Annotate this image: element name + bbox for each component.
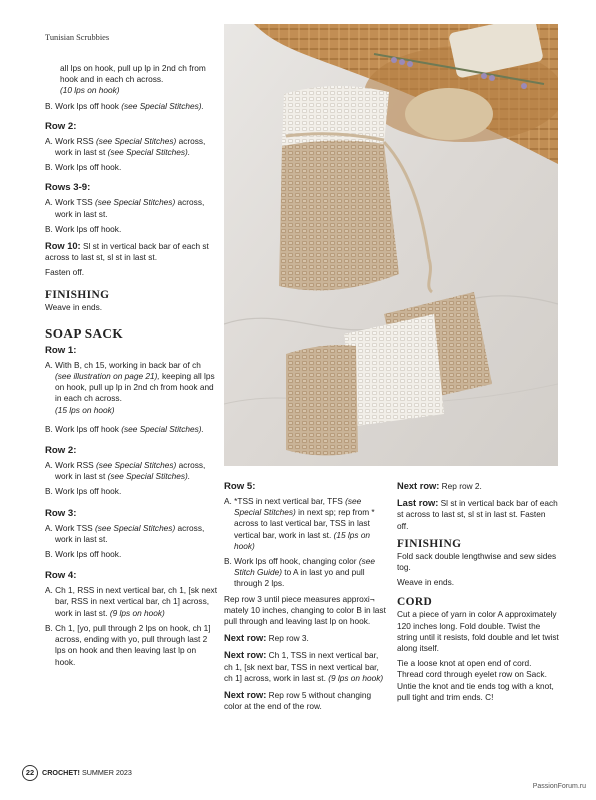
row-heading: Rows 3-9: [45, 182, 91, 194]
text-block: A. *TSS in next vertical bar, TFS (see Special Stitches) in next sp; rep from * across to last vertical bar, TSS in last vertical bar, work in last st. (15 lps on hook) [224, 496, 375, 551]
text-block: A. Work TSS (see Special Stitches) across, work in last st. [45, 522, 205, 544]
text-block: Next row: Rep row 3. [224, 633, 309, 644]
text-block: all lps on hook, pull up lp in 2nd ch from hook and in each ch across. (10 lps on hook) [60, 63, 206, 96]
text-block: A. Work TSS (see Special Stitches) across, work in last st. [45, 197, 205, 219]
text-block: A. Work RSS (see Special Stitches) across, work in last st (see Special Stitches). [45, 135, 206, 158]
text-block: Last row: Sl st in vertical back bar of each st across to last st, sl st in last st. Fasten off. [397, 498, 558, 531]
text-block: B. Ch 1, [yo, pull through 2 lps on hook, ch 1] across, ending with yo, pull through last 2 lps on hook and then leaving last lp on hook. [45, 622, 211, 667]
text-block: B. Work lps off hook. [45, 162, 122, 173]
text-block: Weave in ends. [397, 577, 455, 588]
watermark: PassionForum.ru [532, 783, 586, 790]
page-number: 22 [22, 765, 38, 781]
row-heading: Row 2: [45, 120, 77, 132]
column-1 [45, 63, 217, 668]
section-heading-finishing: FINISHING [45, 288, 110, 301]
text-block: A. With B, ch 15, working in back bar of ch (see illustration on page 21), keeping all lps on hook, pull up lp in 2nd ch from hook and in each ch across. (15 lps on hook) [45, 359, 215, 415]
text-block: Fasten off. [45, 267, 85, 278]
row-heading: Row 2: [45, 445, 77, 457]
text-block: Weave in ends. [45, 301, 103, 312]
text-block: Rep row 3 until piece measures approxi¬ mately 10 inches, changing to color B in last pull through and leaving last lp on hook. [224, 593, 386, 627]
text-block: Next row: Rep row 2. [397, 481, 482, 491]
column-2 [224, 481, 389, 712]
column-3 [397, 481, 559, 703]
text-block: B. Work lps off hook (see Special Stitches). [45, 100, 204, 111]
running-header: Tunisian Scrubbies [45, 33, 110, 42]
text-block: Cut a piece of yarn in color A approximately 120 inches long. Fold double. Twist the string until it resists, fold double and let twist along itself. [397, 609, 559, 654]
text-block: Row 10: Sl st in vertical back bar of each st across to last st, sl st in last st. [45, 241, 209, 263]
text-block: B. Work lps off hook, changing color (see Stitch Guide) to A in last yo and pull through 2 lps. [224, 556, 375, 589]
text-block: Next row: Ch 1, TSS in next vertical bar, ch 1, [sk next bar, TSS in next vertical bar, ch 1] across, work in last st. (9 lps on hook) [224, 650, 384, 683]
row-heading: Row 5: [224, 481, 256, 492]
text-block: B. Work lps off hook. [45, 549, 122, 560]
text-block: A. Ch 1, RSS in next vertical bar, ch 1, [sk next bar, RSS in next vertical bar, ch 1] across, work in last st. (9 lps on hook) [45, 585, 218, 618]
section-heading-soap-sack: SOAP SACK [45, 325, 123, 341]
magazine-name: CROCHET! [42, 768, 80, 777]
issue-label: SUMMER 2023 [81, 768, 132, 777]
text-block: B. Work lps off hook. [45, 486, 122, 497]
text-block: A. Work RSS (see Special Stitches) across, work in last st (see Special Stitches). [45, 460, 206, 482]
section-heading-finishing: FINISHING [397, 537, 462, 550]
product-photo-illustration [224, 24, 558, 466]
text-block: B. Work lps off hook. [45, 223, 122, 234]
section-heading-cord: CORD [397, 596, 433, 609]
text-block: Fold sack double lengthwise and sew sides tog. [397, 550, 557, 573]
row-heading: Row 3: [45, 507, 77, 519]
text-block: Tie a loose knot at open end of cord. Thread cord through eyelet row on Sack. Untie the knot and tie ends tog with a knot, pull tight and trim ends. C! [397, 658, 554, 702]
row-heading: Row 4: [45, 570, 77, 582]
row-heading: Row 1: [45, 344, 77, 356]
product-photo [224, 24, 558, 466]
text-block: B. Work lps off hook (see Special Stitches). [45, 423, 204, 434]
page-footer [22, 765, 132, 781]
text-block: Next row: Rep row 5 without changing color at the end of the row. [224, 690, 372, 712]
